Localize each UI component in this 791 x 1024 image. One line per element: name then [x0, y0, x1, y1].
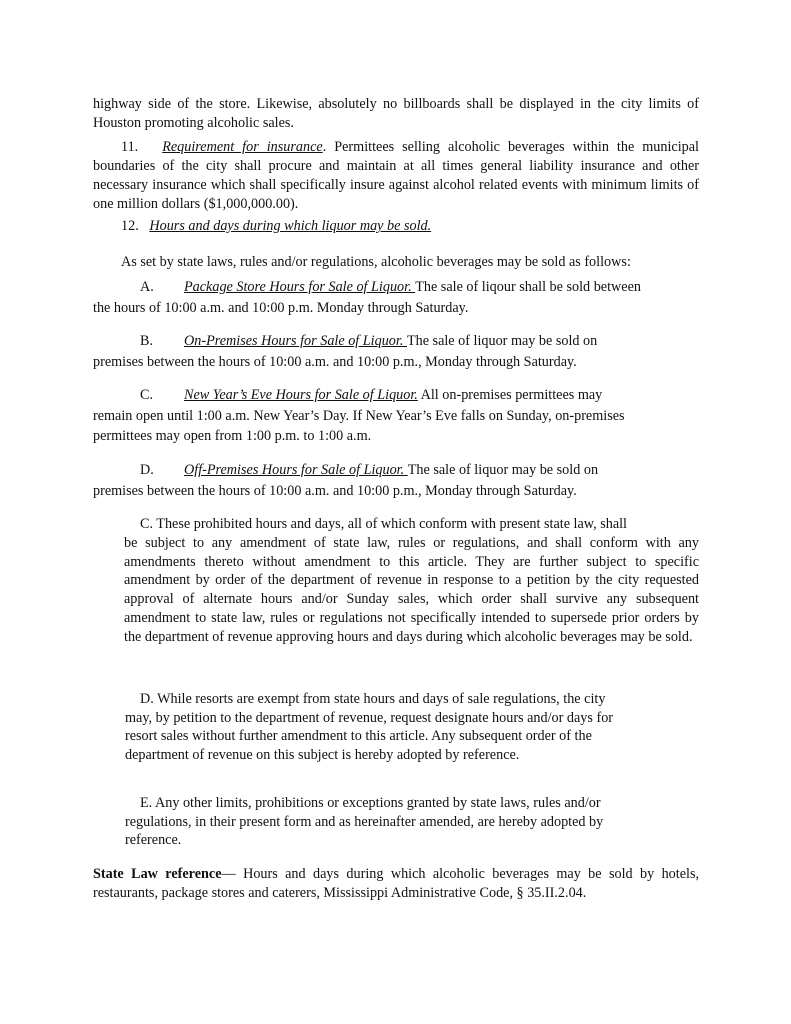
- item-a-letter: A.: [140, 279, 154, 295]
- item-c-title: New Year’s Eve Hours for Sale of Liquor.: [184, 387, 418, 403]
- paragraph-e-line1: E. Any other limits, prohibitions or exceptions granted by state laws, rules and/or: [140, 795, 601, 811]
- item-b-line2: premises between the hours of 10:00 a.m. and 10:00 p.m., Monday through Saturday.: [93, 354, 577, 370]
- item-b: [93, 332, 703, 372]
- section-11-number: 11.: [121, 139, 139, 155]
- section-11-text: . Permittees selling alcoholic beverages within the municipal boundaries of the city shall procure and maintain at all times general liability insurance and other necessary insurance which shall specifically insure against alcohol related events with minimum limits of one million dollars ($1,000,000.00).: [93, 139, 700, 212]
- paragraph-e-line2: regulations, in their present form and as hereinafter amended, are hereby adopted by: [125, 813, 604, 830]
- paragraph-top: highway side of the store. Likewise, absolutely no billboards shall be displayed in the city limits of Houston promoting alcoholic sales.: [93, 96, 699, 131]
- item-c-line1: All on-premises permittees may: [417, 387, 603, 403]
- state-law-reference: [93, 865, 699, 903]
- item-c-line3: permittees may open from 1:00 p.m. to 1:00 a.m.: [93, 428, 372, 444]
- item-c-letter: C.: [140, 387, 154, 403]
- section-12-number: 12.: [121, 218, 139, 234]
- item-c-line2: remain open until 1:00 a.m. New Year’s Day. If New Year’s Eve falls on Sunday, on-premises: [93, 408, 625, 424]
- item-a-line1: The sale of liqour shall be sold between: [415, 279, 641, 295]
- section-11-title: Requirement for insurance: [162, 139, 323, 155]
- item-a-line2: the hours of 10:00 a.m. and 10:00 p.m. Monday through Saturday.: [93, 300, 469, 316]
- section-12: [121, 217, 701, 236]
- paragraph-c-first-line: C. These prohibited hours and days, all of which conform with present state law, shall: [140, 516, 627, 532]
- state-law-reference-text: — Hours and days during which alcoholic beverages may be sold by hotels, restaurants, package stores and caterers, Mississippi Administrative Code, § 35.II.2.04.: [93, 866, 700, 901]
- paragraph-c-body: be subject to any amendment of state law, rules or regulations, and shall conform with any amendments thereto without amendment to this article. They are further subject to specific amendment by order of the department of revenue in response to a petition by the city requested approval of alternate hours and/or Sunday sales, which order shall survive any subsequent amendment to state law, rules or regulations not specifically intended to supersede prior orders by the department of revenue approving hours and days during which alcoholic beverages may be sold.: [124, 535, 699, 645]
- section-11: [93, 138, 699, 214]
- section-12-title: Hours and days during which liquor may be sold.: [149, 218, 432, 234]
- paragraph-d: [125, 690, 685, 764]
- item-d-letter: D.: [140, 462, 154, 478]
- paragraph-d-line4: department of revenue on this subject is hereby adopted by reference.: [125, 746, 520, 763]
- paragraph-d-line2: may, by petition to the department of revenue, request designate hours and/or days for: [125, 709, 614, 726]
- paragraph-e: [125, 794, 685, 850]
- item-a-title: Package Store Hours for Sale of Liquor.: [184, 279, 416, 295]
- paragraph-d-line1: D. While resorts are exempt from state hours and days of sale regulations, the city: [140, 691, 606, 707]
- item-b-letter: B.: [140, 333, 154, 349]
- item-d-line1: The sale of liquor may be sold on: [407, 462, 599, 478]
- item-d-title: Off-Premises Hours for Sale of Liquor.: [184, 462, 408, 478]
- state-law-reference-label: State Law reference: [93, 866, 222, 882]
- item-a: [93, 278, 703, 318]
- item-c: [93, 386, 703, 446]
- paragraph-c: [121, 515, 699, 646]
- paragraph-e-line3: reference.: [125, 832, 182, 848]
- item-b-line1: The sale of liquor may be sold on: [406, 333, 598, 349]
- intro-paragraph: As set by state laws, rules and/or regulations, alcoholic beverages may be sold as follows:: [121, 254, 631, 270]
- item-b-title: On-Premises Hours for Sale of Liquor.: [184, 333, 407, 349]
- item-d-line2: premises between the hours of 10:00 a.m. and 10:00 p.m., Monday through Saturday.: [93, 483, 577, 499]
- paragraph-d-line3: resort sales without further amendment to this article. Any subsequent order of the: [125, 728, 592, 744]
- item-d: [93, 461, 703, 501]
